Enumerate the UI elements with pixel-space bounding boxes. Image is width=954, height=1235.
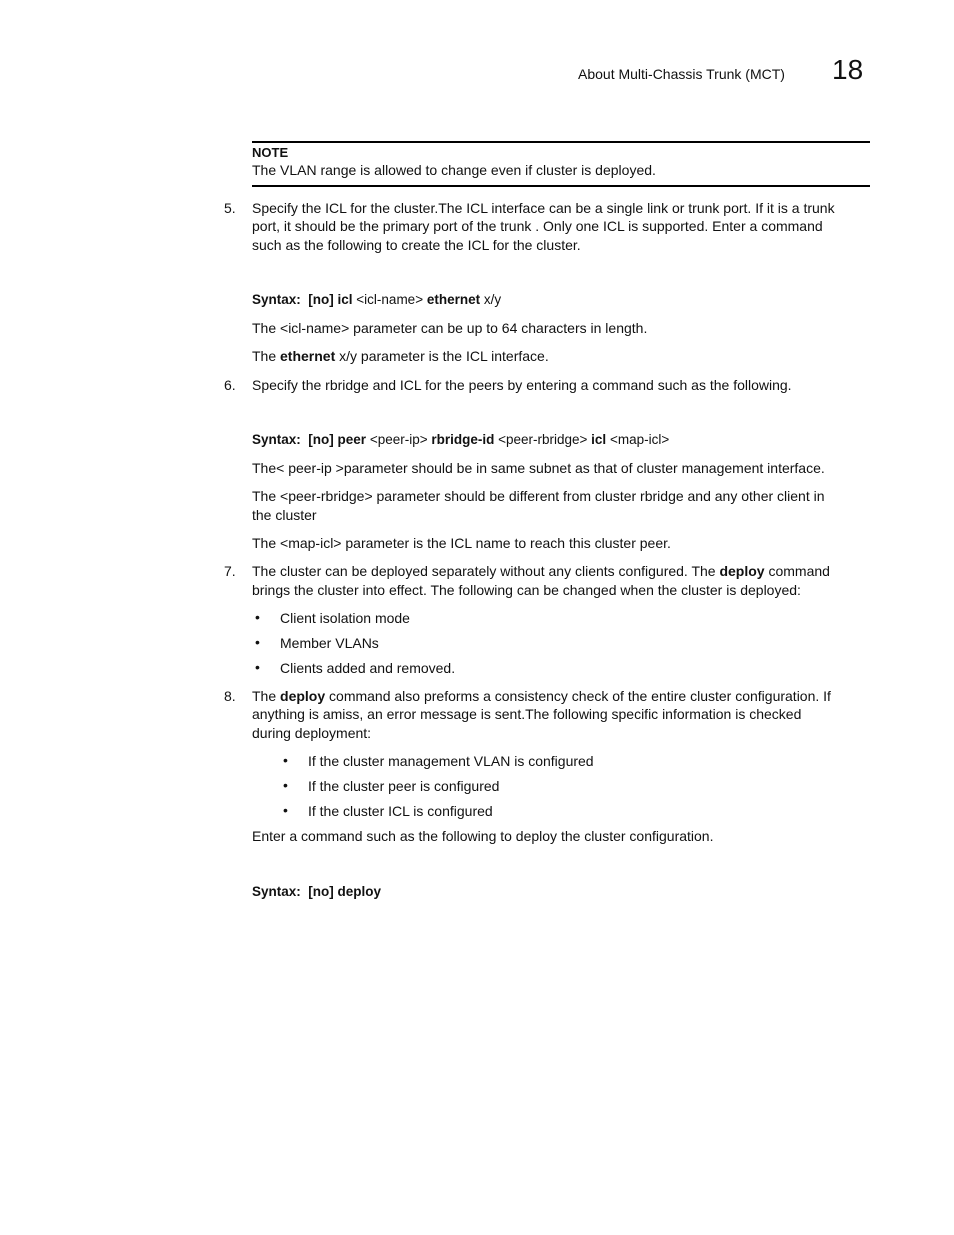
peer-rbridge-desc: the cluster	[252, 507, 317, 523]
list-item: Member VLANs	[280, 635, 379, 651]
peer-syntax: Syntax: [no] peer <peer-ip> rbridge-id <peer-rbridge> icl <map-icl>	[252, 432, 670, 447]
bullet-icon: •	[255, 659, 260, 675]
step8-line: anything is amiss, an error message is sent.The following specific information is checked	[252, 706, 802, 722]
step5-line: port, it should be the primary port of the trunk . Only one ICL is supported. Enter a command	[252, 218, 823, 234]
step-number: 6.	[224, 377, 236, 393]
bullet-icon: •	[283, 802, 288, 818]
step-number: 7.	[224, 563, 236, 579]
list-item: If the cluster peer is configured	[308, 778, 500, 794]
bullet-icon: •	[255, 634, 260, 650]
ethernet-desc: The ethernet x/y parameter is the ICL interface.	[252, 348, 549, 364]
step5-line: such as the following to create the ICL for the cluster.	[252, 237, 581, 253]
list-item: Client isolation mode	[280, 610, 410, 626]
note-label: NOTE	[252, 145, 289, 160]
peer-rbridge-desc: The <peer-rbridge> parameter should be different from cluster rbridge and any other client in	[252, 488, 825, 504]
icl-name-desc: The <icl-name> parameter can be up to 64 characters in length.	[252, 320, 648, 336]
note-top-rule	[252, 141, 870, 143]
step-number: 5.	[224, 200, 236, 216]
bullet-icon: •	[283, 752, 288, 768]
list-item: Clients added and removed.	[280, 660, 456, 676]
step7-line: brings the cluster into effect. The following can be changed when the cluster is deployed:	[252, 582, 801, 598]
deploy-intro: Enter a command such as the following to deploy the cluster configuration.	[252, 828, 714, 844]
step8-line: The deploy command also preforms a consistency check of the entire cluster configuration. If	[252, 688, 831, 704]
step8-line: during deployment:	[252, 725, 372, 741]
step7-line: The cluster can be deployed separately without any clients configured. The deploy command	[252, 563, 830, 579]
map-icl-desc: The <map-icl> parameter is the ICL name to reach this cluster peer.	[252, 535, 671, 551]
note-bottom-rule	[252, 185, 870, 187]
peer-ip-desc: The< peer-ip >parameter should be in same subnet as that of cluster management interface.	[252, 460, 825, 476]
chapter-number: 18	[832, 54, 864, 85]
note-text: The VLAN range is allowed to change even if cluster is deployed.	[252, 162, 656, 178]
deploy-syntax: Syntax: [no] deploy	[252, 884, 382, 899]
list-item: If the cluster management VLAN is configured	[308, 753, 594, 769]
running-header: About Multi-Chassis Trunk (MCT)	[578, 66, 785, 82]
step-number: 8.	[224, 688, 236, 704]
step5-line: Specify the ICL for the cluster.The ICL interface can be a single link or trunk port. If it is a trunk	[252, 200, 835, 216]
step6-text: Specify the rbridge and ICL for the peers by entering a command such as the following.	[252, 377, 792, 393]
bullet-icon: •	[255, 609, 260, 625]
list-item: If the cluster ICL is configured	[308, 803, 493, 819]
icl-syntax: Syntax: [no] icl <icl-name> ethernet x/y	[252, 292, 502, 307]
bullet-icon: •	[283, 777, 288, 793]
